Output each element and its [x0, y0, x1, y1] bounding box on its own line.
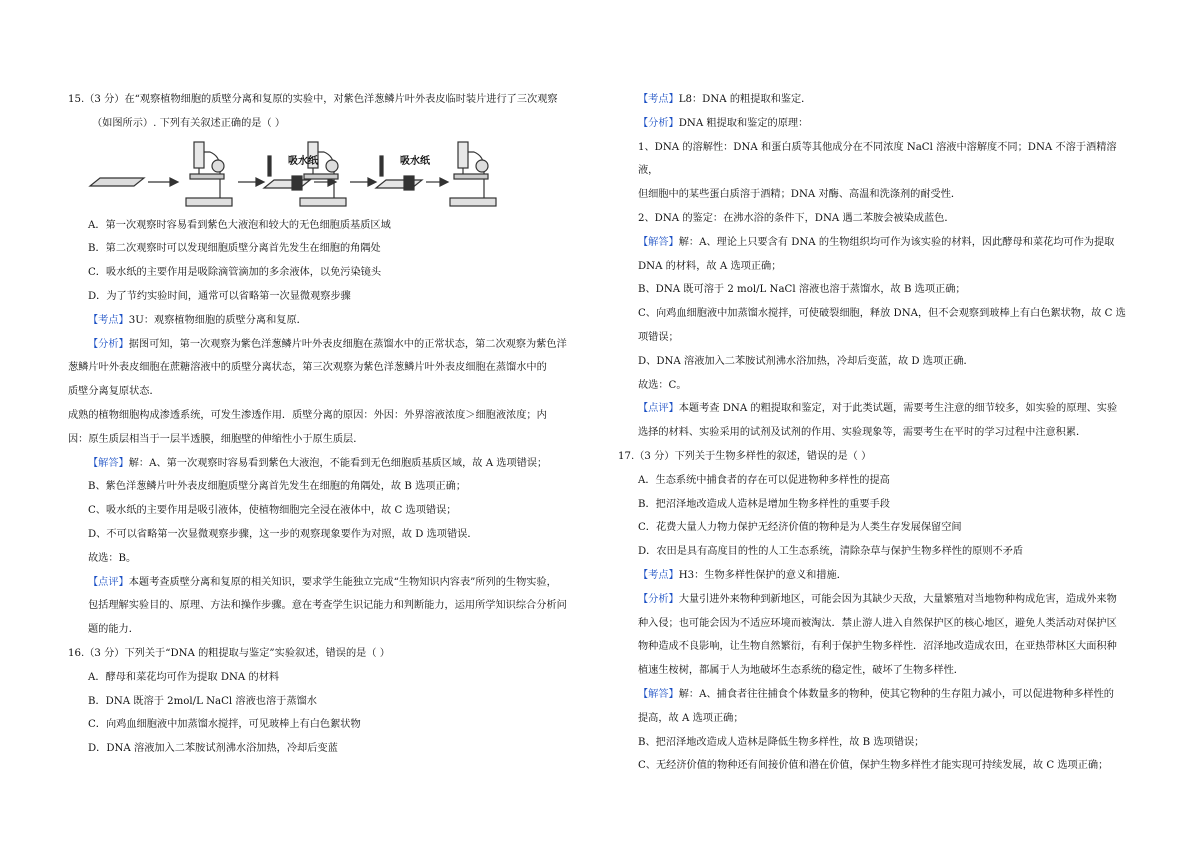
- q15-jieda-3: C、吸水纸的主要作用是吸引液体，使植物细胞完全浸在液体中，故 C 选项错误；: [88, 505, 457, 517]
- fenxi-tag: 【分析】: [638, 593, 679, 605]
- q15-stem: 15.（3 分）在“观察植物细胞的质壁分离和复原的实验中，对紫色洋葱鳞片叶外表皮临时装片进行了三次观察: [68, 94, 558, 105]
- right-column: [618, 88, 1134, 778]
- q15-jieda-4: D、不可以省略第一次显微观察步骤，这一步的观察现象要作为对照，故 D 选项错误．: [88, 528, 478, 540]
- q16-option-c: C．向鸡血细胞液中加蒸馏水搅拌，可见玻棒上有白色絮状物: [88, 719, 361, 731]
- jieda-text: 解：A、捕食者往往捕食个体数量多的物种，使其它物种的生存阻力减小，可以促进物种多样性的: [678, 688, 1114, 700]
- q17-jieda: [618, 683, 1134, 707]
- q16-fenxi-3: 2、DNA 的鉴定：在沸水浴的条件下，DNA 遇二苯胺会被染成蓝色．: [638, 212, 955, 224]
- q17-option-c: C．花费大量人力物力保护无经济价值的物种是为人类生存发展保留空间: [638, 522, 962, 534]
- jieda-tag: 【解答】: [638, 236, 679, 248]
- q15-fenxi-2: 葱鳞片叶外表皮细胞在蔗糖溶液中的质壁分离状态，第三次观察为紫色洋葱鳞片叶外表皮细胞在蒸馏水中的: [68, 362, 547, 374]
- dianping-text: 本题考查 DNA 的粗提取和鉴定，对于此类试题，需要考生注意的细节较多，如实验的原理、实验: [678, 403, 1118, 415]
- q16-jieda-2: DNA 的材料，故 A 选项正确；: [638, 260, 782, 272]
- q16-option-a: A．酵母和菜花均可作为提取 DNA 的材料: [88, 671, 280, 683]
- blotting-paper-label-1: 吸水纸: [288, 155, 318, 167]
- q16-fenxi-1: 1、DNA 的溶解性：DNA 和蛋白质等其他成分在不同浓度 NaCl 溶液中溶解度不同；DNA 不溶于酒精溶液，: [638, 141, 1117, 177]
- kaodian-tag: 【考点】: [638, 94, 679, 105]
- q16-fenxi: [618, 112, 1134, 136]
- q16-option-d: D．DNA 溶液加入二苯胺试剂沸水浴加热，冷却后变蓝: [88, 743, 338, 755]
- dropper-icon: [380, 156, 383, 176]
- slide-icon: [90, 178, 144, 186]
- q15-dianping-2: 包括理解实验目的、原理、方法和操作步骤。意在考查学生识记能力和判断能力，运用所学知识综合分析问: [88, 600, 567, 612]
- q16-jieda-5: 项错误；: [638, 331, 679, 343]
- q16-jieda-6: D、DNA 溶液加入二苯胺试剂沸水浴加热，冷却后变蓝，故 D 选项正确．: [638, 355, 974, 367]
- q15-option-b: B．第二次观察时可以发现细胞质壁分离首先发生在细胞的角隅处: [88, 243, 381, 255]
- microscope-figure: [88, 138, 588, 212]
- jieda-tag: 【解答】: [638, 688, 679, 700]
- q15-jieda: [68, 452, 588, 476]
- q15-fenxi-3: 质壁分离复原状态．: [68, 386, 160, 398]
- q15-kaodian: [68, 309, 588, 333]
- q17-kaodian: [618, 564, 1134, 588]
- q15-jieda-2: B、紫色洋葱鳞片叶外表皮细胞质壁分离首先发生在细胞的角隅处，故 B 选项正确；: [88, 481, 467, 493]
- jieda-text: 解：A、理论上只要含有 DNA 的生物组织均可作为该实验的材料，因此酵母和菜花均可作为提取: [678, 236, 1115, 248]
- q16-kaodian: [618, 88, 1134, 112]
- q16-answer: 故选：C。: [638, 379, 687, 391]
- q16-dianping: [618, 397, 1134, 421]
- microscope-icon: [300, 142, 346, 206]
- blotting-paper-label-2: 吸水纸: [400, 155, 430, 167]
- q17-option-d: D．农田是具有高度目的性的人工生态系统，清除杂草与保护生物多样性的原则不矛盾: [638, 546, 1024, 558]
- q17-fenxi-3: 物种造成不良影响，让生物自然繁衍，有利于保护生物多样性．沼泽地改造成农田，在亚热带林区大面积种: [638, 641, 1117, 653]
- jieda-text: 解：A、第一次观察时容易看到紫色大液泡，不能看到无色细胞质基质区域，故 A 选项错误；: [128, 457, 548, 469]
- q17-jieda-2: 提高，故 A 选项正确；: [638, 712, 744, 724]
- q15-option-d: D．为了节约实验时间，通常可以省略第一次显微观察步骤: [88, 290, 351, 302]
- microscope-icon: [186, 142, 232, 206]
- q16-jieda-3: B、DNA 既可溶于 2 mol/L NaCl 溶液也溶于蒸馏水，故 B 选项正确；: [638, 284, 966, 296]
- q16-dianping-2: 选择的材料、实验采用的试剂及试剂的作用、实验现象等，需要考生在平时的学习过程中注意积累．: [638, 427, 1087, 439]
- q17-fenxi-4: 植速生桉树，都属于人为地破坏生态系统的稳定性，破坏了生物多样性．: [638, 665, 964, 677]
- q17-stem: 17.（3 分）下列关于生物多样性的叙述，错误的是（ ）: [618, 450, 872, 462]
- dianping-text: 本题考查质壁分离和复原的相关知识，要求学生能独立完成“生物知识内容表”所列的生物实验，: [128, 576, 557, 588]
- q16-jieda-4: C、向鸡血细胞液中加蒸馏水搅拌，可使破裂细胞，释放 DNA，但不会观察到玻棒上有白色絮状物，故 C 选: [638, 308, 1126, 320]
- kaodian-tag: 【考点】: [638, 569, 679, 581]
- dianping-tag: 【点评】: [88, 576, 129, 588]
- q17-fenxi: [618, 588, 1134, 612]
- q15-answer: 故选：B。: [88, 552, 137, 564]
- q16-stem: 16.（3 分）下列关于“DNA 的粗提取与鉴定”实验叙述，错误的是（ ）: [68, 647, 390, 659]
- q16-option-b: B．DNA 既溶于 2mol/L NaCl 溶液也溶于蒸馏水: [88, 695, 317, 707]
- fenxi-text: 据图可知，第一次观察为紫色洋葱鳞片叶外表皮细胞在蒸馏水中的正常状态，第二次观察为紫色洋: [128, 338, 567, 350]
- q17-option-b: B．把沼泽地改造成人造林是增加生物多样性的重要手段: [638, 498, 890, 510]
- q15-dianping-3: 题的能力．: [88, 624, 139, 636]
- fenxi-tag: 【分析】: [88, 338, 129, 350]
- q17-option-a: A．生态系统中捕食者的存在可以促进物种多样性的提高: [638, 474, 890, 486]
- jieda-tag: 【解答】: [88, 457, 129, 469]
- kaodian-text: H3：生物多样性保护的意义和措施．: [678, 569, 847, 581]
- q15-option-c: C．吸水纸的主要作用是吸除滴管滴加的多余液体，以免污染镜头: [88, 267, 382, 279]
- q17-fenxi-2: 种入侵；也可能会因为不适应环境而被淘汰．禁止游人进入自然保护区的核心地区，避免人类活动对保护区: [638, 617, 1117, 629]
- dropper-icon: [268, 156, 271, 176]
- kaodian-text: L8：DNA 的粗提取和鉴定．: [678, 94, 812, 105]
- q16-jieda: [618, 231, 1134, 255]
- q15-dianping: [68, 571, 588, 595]
- kaodian-text: 3U：观察植物细胞的质壁分离和复原．: [128, 314, 307, 326]
- q17-jieda-3: B、把沼泽地改造成人造林是降低生物多样性，故 B 选项错误；: [638, 736, 925, 748]
- kaodian-tag: 【考点】: [88, 314, 129, 326]
- q17-jieda-4: C、无经济价值的物种还有间接价值和潜在价值，保护生物多样性才能实现可持续发展，故 C 选项正确；: [638, 760, 1109, 772]
- microscope-icon: [450, 142, 496, 206]
- left-column: [68, 88, 588, 761]
- fenxi-tag: 【分析】: [638, 117, 679, 129]
- q15-fenxi-4: 成熟的植物细胞构成渗透系统，可发生渗透作用．质壁分离的原因：外因：外界溶液浓度＞细胞液浓度；内: [68, 409, 547, 421]
- fenxi-text: DNA 粗提取和鉴定的原理：: [678, 117, 809, 129]
- q15-fenxi-5: 因：原生质层相当于一层半透膜，细胞壁的伸缩性小于原生质层．: [68, 433, 364, 445]
- q15-fenxi: [68, 333, 588, 357]
- fenxi-text: 大量引进外来物种到新地区，可能会因为其缺少天敌，大量繁殖对当地物种构成危害，造成外来物: [678, 593, 1117, 605]
- q15-option-a: A．第一次观察时容易看到紫色大液泡和较大的无色细胞质基质区域: [88, 219, 391, 231]
- dianping-tag: 【点评】: [638, 403, 679, 415]
- q15-stem-cont: （如图所示）. 下列有关叙述正确的是（ ）: [92, 117, 286, 129]
- q16-fenxi-2: 但细胞中的某些蛋白质溶于酒精；DNA 对酶、高温和洗涤剂的耐受性．: [638, 189, 962, 201]
